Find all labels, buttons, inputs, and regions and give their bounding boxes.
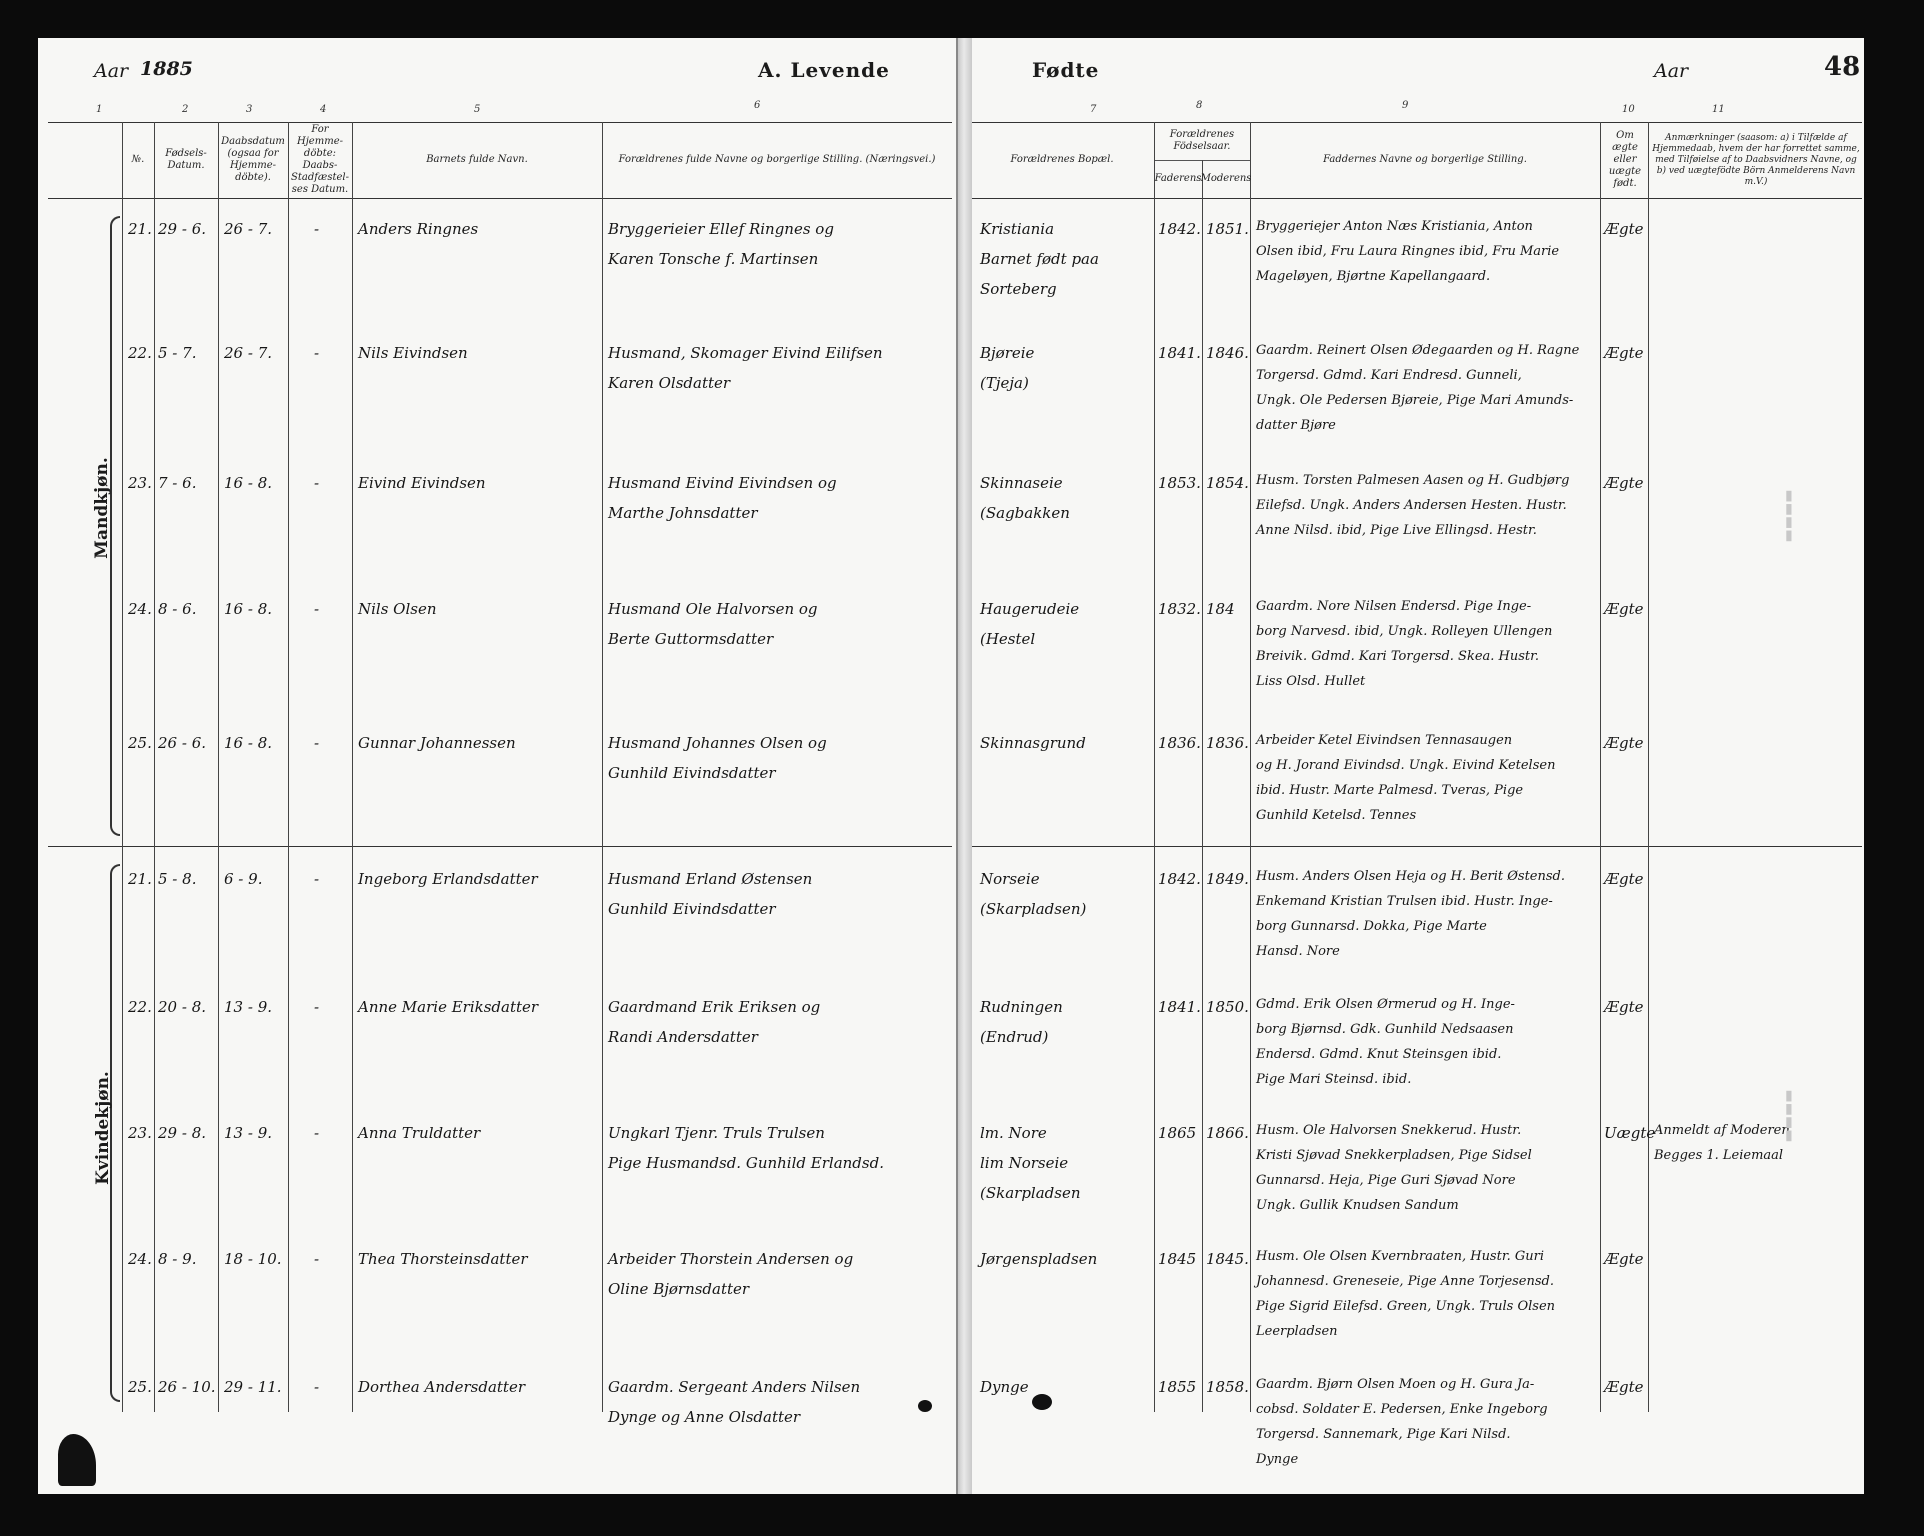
register-spread	[38, 38, 1864, 1494]
vline	[154, 122, 155, 1412]
legitimacy: Ægte	[1604, 1378, 1644, 1396]
book-gutter	[956, 38, 972, 1494]
home-baptism-date: -	[314, 474, 320, 492]
legitimacy: Ægte	[1604, 220, 1644, 238]
godparents: Gaardm. Reinert Olsen Ødegaarden og H. Ragne Torgersd. Gdmd. Kari Endresd. Gunneli, Ungk. Ole Pedersen Bjøreie, Pige Mari Amunds- datter Bjøre	[1256, 343, 1580, 433]
child-name: Eivind Eivindsen	[358, 474, 486, 492]
col-header-residence: Forældrenes Bopæl.	[1010, 154, 1114, 165]
title-left: A. Levende	[758, 58, 890, 82]
baptism-date: 16 - 8.	[224, 734, 273, 752]
parents-names: Husmand Ole Halvorsen og Berte Guttormsdatter	[608, 600, 818, 648]
row-number: 22.	[128, 344, 152, 362]
godparents: Husm. Ole Olsen Kvernbraaten, Hustr. Guri Johannesd. Greneseie, Pige Anne Torjesensd. Pige Sigrid Eilefsd. Green, Ungk. Truls Olsen Leerpladsen	[1256, 1249, 1556, 1339]
child-name: Anna Truldatter	[358, 1124, 481, 1142]
rule-header-bottom	[48, 198, 952, 199]
father-birth-year: 1855	[1158, 1378, 1197, 1396]
residence: Skinnaseie (Sagbakken	[980, 474, 1070, 522]
col-header-father: Faderens	[1154, 173, 1202, 184]
faint-marginal-stamp: ▬▬▬▬	[1780, 1089, 1797, 1143]
mother-birth-year: 1836.	[1206, 734, 1249, 752]
faint-marginal-stamp: ▬▬▬▬	[1780, 489, 1797, 543]
godparents: Gaardm. Bjørn Olsen Moen og H. Gura Ja- cobsd. Soldater E. Pedersen, Enke Ingeborg Torgersd. Sannemark, Pige Kari Nilsd. Dynge	[1256, 1377, 1548, 1467]
colnum-3: 3	[246, 104, 253, 115]
baptism-date: 26 - 7.	[224, 344, 273, 362]
colnum-1: 1	[96, 104, 103, 115]
father-birth-year: 1841.	[1158, 998, 1201, 1016]
rule-header-bottom	[972, 198, 1862, 199]
baptism-date: 13 - 9.	[224, 1124, 273, 1142]
birth-date: 8 - 6.	[158, 600, 197, 618]
child-name: Gunnar Johannessen	[358, 734, 516, 752]
baptism-date: 29 - 11.	[224, 1378, 282, 1396]
mother-birth-year: 1849.	[1206, 870, 1249, 888]
residence: Jørgenspladsen	[980, 1250, 1098, 1268]
mother-birth-year: 1850.	[1206, 998, 1249, 1016]
birth-date: 26 - 10.	[158, 1378, 216, 1396]
parents-names: Gaardmand Erik Eriksen og Randi Andersdatter	[608, 998, 821, 1046]
child-name: Nils Olsen	[358, 600, 437, 618]
left-page	[38, 38, 958, 1494]
home-baptism-date: -	[314, 1124, 320, 1142]
right-page	[972, 38, 1864, 1494]
colnum-5: 5	[474, 104, 481, 115]
col-header-baptism: Daabsdatum (ogsaa for Hjemme-döbte).	[221, 136, 285, 183]
mother-birth-year: 1851.	[1206, 220, 1249, 238]
child-name: Dorthea Andersdatter	[358, 1378, 525, 1396]
father-birth-year: 1842.	[1158, 220, 1201, 238]
vline	[288, 122, 289, 1412]
legitimacy: Ægte	[1604, 1250, 1644, 1268]
vline	[1600, 122, 1601, 1412]
parents-names: Arbeider Thorstein Andersen og Oline Bjørnsdatter	[608, 1250, 854, 1298]
col-header-mother: Moderens	[1200, 173, 1252, 184]
father-birth-year: 1841.	[1158, 344, 1201, 362]
col-header-nr: №.	[131, 154, 145, 165]
mother-birth-year: 1866.	[1206, 1124, 1249, 1142]
col-header-legitimacy: Om ægte eller uægte født.	[1608, 130, 1642, 189]
birth-date: 7 - 6.	[158, 474, 197, 492]
baptism-date: 18 - 10.	[224, 1250, 282, 1268]
godparents: Gdmd. Erik Olsen Ørmerud og H. Inge- borg Bjørnsd. Gdk. Gunhild Nedsaasen Endersd. Gdmd. Knut Steinsgen ibid. Pige Mari Steinsd. ibid.	[1256, 997, 1515, 1087]
parents-names: Husmand Eivind Eivindsen og Marthe Johnsdatter	[608, 474, 837, 522]
col-header-parents: Forældrenes fulde Navne og borgerlige Stilling. (Næringsvei.)	[618, 154, 936, 165]
ink-blot	[918, 1400, 932, 1412]
row-number: 24.	[128, 1250, 152, 1268]
row-number: 21.	[128, 870, 152, 888]
rule-section	[48, 846, 952, 847]
child-name: Anders Ringnes	[358, 220, 479, 238]
parents-names: Husmand Erland Østensen Gunhild Eivindsdatter	[608, 870, 813, 918]
child-name: Thea Thorsteinsdatter	[358, 1250, 528, 1268]
residence: Skinnasgrund	[980, 734, 1086, 752]
godparents: Gaardm. Nore Nilsen Endersd. Pige Inge- borg Narvesd. ibid, Ungk. Rolleyen Ullengen Breivik. Gdmd. Kari Torgersd. Skea. Hustr. Liss Olsd. Hullet	[1256, 599, 1553, 689]
vline	[1250, 122, 1251, 1412]
vline	[122, 122, 123, 1412]
birth-date: 20 - 8.	[158, 998, 207, 1016]
home-baptism-date: -	[314, 344, 320, 362]
baptism-date: 16 - 8.	[224, 474, 273, 492]
residence: Dynge	[980, 1378, 1029, 1396]
row-number: 23.	[128, 474, 152, 492]
colnum-8: 8	[1196, 100, 1203, 111]
birth-date: 8 - 9.	[158, 1250, 197, 1268]
rule-top	[48, 122, 952, 123]
home-baptism-date: -	[314, 600, 320, 618]
godparents: Bryggeriejer Anton Næs Kristiania, Anton Olsen ibid, Fru Laura Ringnes ibid, Fru Marie Mageløyen, Bjørtne Kapellangaard.	[1256, 219, 1560, 284]
rule-top	[972, 122, 1862, 123]
title-right: Fødte	[1032, 58, 1100, 82]
mother-birth-year: 1846.	[1206, 344, 1249, 362]
year-label: Aar	[94, 60, 129, 82]
baptism-date: 16 - 8.	[224, 600, 273, 618]
col-header-birth: Fødsels-Datum.	[165, 148, 207, 171]
birth-date: 29 - 6.	[158, 220, 207, 238]
colnum-6: 6	[754, 100, 761, 111]
vline	[1154, 122, 1155, 1412]
section-male: Mandkjøn.	[92, 457, 112, 559]
col-header-birth-year: Forældrenes Födselsaar.	[1169, 129, 1235, 152]
year-label-right: Aar	[1654, 60, 1689, 82]
legitimacy: Ægte	[1604, 998, 1644, 1016]
birth-date: 26 - 6.	[158, 734, 207, 752]
home-baptism-date: -	[314, 1378, 320, 1396]
birth-date: 5 - 8.	[158, 870, 197, 888]
godparents: Arbeider Ketel Eivindsen Tennasaugen og H. Jorand Eivindsd. Ungk. Eivind Ketelsen ibid. Hustr. Marte Palmesd. Tveras, Pige Gunhild Ketelsd. Tennes	[1256, 733, 1556, 823]
row-number: 24.	[128, 600, 152, 618]
home-baptism-date: -	[314, 1250, 320, 1268]
ink-blot	[1032, 1394, 1052, 1410]
father-birth-year: 1853.	[1158, 474, 1201, 492]
residence: Rudningen (Endrud)	[980, 998, 1063, 1046]
baptism-date: 26 - 7.	[224, 220, 273, 238]
residence: Haugerudeie (Hestel	[980, 600, 1080, 648]
residence: Kristiania Barnet født paa Sorteberg	[980, 220, 1099, 298]
home-baptism-date: -	[314, 870, 320, 888]
row-number: 23.	[128, 1124, 152, 1142]
father-birth-year: 1865	[1158, 1124, 1197, 1142]
father-birth-year: 1842.	[1158, 870, 1201, 888]
godparents: Husm. Ole Halvorsen Snekkerud. Hustr. Kristi Sjøvad Snekkerpladsen, Pige Sidsel Gunnarsd. Heja, Pige Guri Sjøvad Nore Ungk. Gullik Knudsen Sandum	[1256, 1123, 1532, 1213]
legitimacy: Uægte	[1604, 1124, 1656, 1142]
year-value: 1885	[140, 58, 193, 80]
baptism-date: 6 - 9.	[224, 870, 263, 888]
child-name: Anne Marie Eriksdatter	[358, 998, 539, 1016]
row-number: 22.	[128, 998, 152, 1016]
baptism-date: 13 - 9.	[224, 998, 273, 1016]
col-header-remarks: Anmærkninger (saasom: a) i Tilfælde af Hjemmedaab, hvem der har forrettet samme, med Tilføielse af to Daabsvidners Navne, og b) ved uægtefödte Börn Anmelderens Navn m.V.)	[1652, 132, 1860, 187]
mother-birth-year: 184	[1206, 600, 1235, 618]
col-header-godparents: Faddernes Navne og borgerlige Stilling.	[1323, 154, 1527, 165]
legitimacy: Ægte	[1604, 734, 1644, 752]
birth-date: 29 - 8.	[158, 1124, 207, 1142]
father-birth-year: 1832.	[1158, 600, 1201, 618]
residence: lm. Nore lim Norseie (Skarpladsen	[980, 1124, 1081, 1202]
rule-section	[972, 846, 1862, 847]
legitimacy: Ægte	[1604, 600, 1644, 618]
godparents: Husm. Anders Olsen Heja og H. Berit Østensd. Enkemand Kristian Trulsen ibid. Hustr. Inge- borg Gunnarsd. Dokka, Pige Marte Hansd. Nore	[1256, 869, 1565, 959]
legitimacy: Ægte	[1604, 474, 1644, 492]
colnum-9: 9	[1402, 100, 1409, 111]
col-header-home-baptism: For Hjemme-döbte: Daabs-Stadfæstel-ses Datum.	[291, 124, 349, 195]
mother-birth-year: 1854.	[1206, 474, 1249, 492]
ink-blot	[58, 1434, 96, 1486]
father-birth-year: 1845	[1158, 1250, 1197, 1268]
vline	[1648, 122, 1649, 1412]
colnum-11: 11	[1712, 104, 1725, 115]
parents-names: Husmand Johannes Olsen og Gunhild Eivindsdatter	[608, 734, 827, 782]
colnum-7: 7	[1090, 104, 1097, 115]
home-baptism-date: -	[314, 734, 320, 752]
colnum-4: 4	[320, 104, 327, 115]
mother-birth-year: 1858.	[1206, 1378, 1249, 1396]
colnum-2: 2	[182, 104, 189, 115]
legitimacy: Ægte	[1604, 870, 1644, 888]
mother-birth-year: 1845.	[1206, 1250, 1249, 1268]
row-number: 25.	[128, 1378, 152, 1396]
row-number: 25.	[128, 734, 152, 752]
child-name: Nils Eivindsen	[358, 344, 468, 362]
vline	[352, 122, 353, 1412]
home-baptism-date: -	[314, 220, 320, 238]
godparents: Husm. Torsten Palmesen Aasen og H. Gudbjørg Eilefsd. Ungk. Anders Andersen Hesten. Hustr. Anne Nilsd. ibid, Pige Live Ellingsd. Hestr.	[1256, 473, 1570, 538]
home-baptism-date: -	[314, 998, 320, 1016]
residence: Bjøreie (Tjeja)	[980, 344, 1035, 392]
vline	[602, 122, 603, 1412]
parents-names: Husmand, Skomager Eivind Eilifsen Karen Olsdatter	[608, 344, 883, 392]
parents-names: Gaardm. Sergeant Anders Nilsen Dynge og Anne Olsdatter	[608, 1378, 861, 1426]
section-female: Kvindekjøn.	[93, 1071, 113, 1185]
child-name: Ingeborg Erlandsdatter	[358, 870, 538, 888]
row-number: 21.	[128, 220, 152, 238]
legitimacy: Ægte	[1604, 344, 1644, 362]
parents-names: Ungkarl Tjenr. Truls Trulsen Pige Husmandsd. Gunhild Erlandsd.	[608, 1124, 884, 1172]
vline	[1202, 160, 1203, 1412]
residence: Norseie (Skarpladsen)	[980, 870, 1087, 918]
parents-names: Bryggerieier Ellef Ringnes og Karen Tonsche f. Martinsen	[608, 220, 834, 268]
father-birth-year: 1836.	[1158, 734, 1201, 752]
birth-date: 5 - 7.	[158, 344, 197, 362]
page-number: 48	[1824, 52, 1861, 82]
col-header-child: Barnets fulde Navn.	[426, 154, 528, 165]
remark: Anmeldt af Moderen Begges 1. Leiemaal	[1654, 1123, 1790, 1163]
colnum-10: 10	[1622, 104, 1635, 115]
vline	[218, 122, 219, 1412]
